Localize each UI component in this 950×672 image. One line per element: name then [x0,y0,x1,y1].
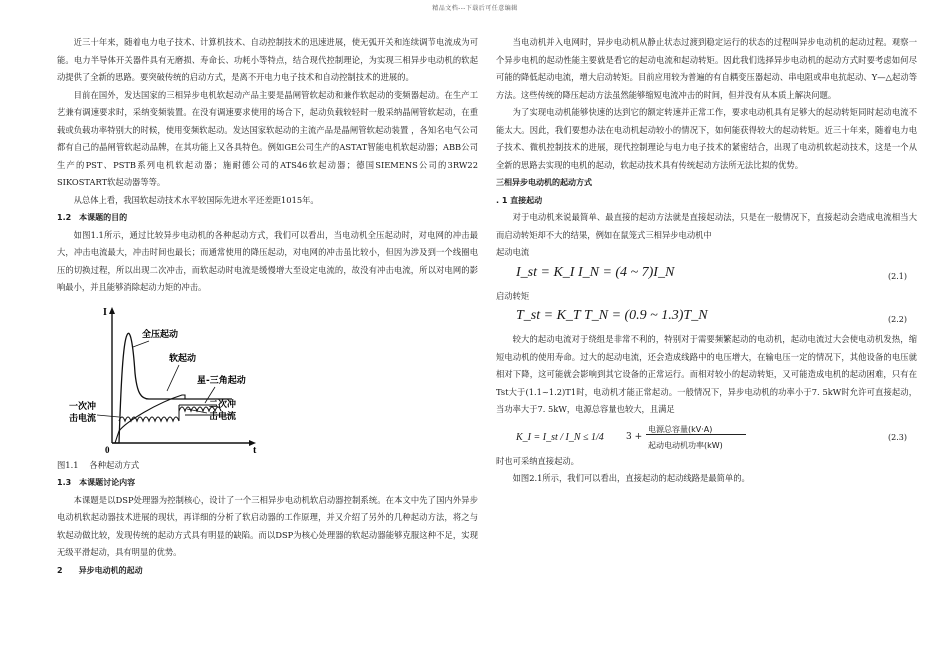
paragraph: 从总体上看，我国软起动技术水平较国际先进水平还差距1015年。 [73,194,319,205]
paragraph: 近三十年来，随着电力电子技术、计算机技术、自动控制技术的迅速进展，使无弧开关和连续调节电流成为可能。电力半导体开关器件具有无磨损、寿命长、功耗小等特点，结合现代控制理论，为实现三相异步电动机的软起动提供了全新的思路。要突破传统的启动方式，是离不开电力电子技术和自动控制技术的进展的。 [57,37,478,82]
origin-label: 0 [105,444,110,455]
subsection-heading: . 1 直接起动 [496,195,543,205]
label-second-surge-2: 击电流 [209,411,237,422]
equation-2-3 [496,419,917,453]
figure-caption: 图1.1 各种起动方式 [57,459,140,470]
label-first-surge: 一次冲 [69,401,97,412]
x-axis-label: t [253,444,257,455]
equation-three-plus: 3 + [626,431,643,442]
equation-label: 启动转矩 [496,290,530,301]
leader-full [133,341,149,347]
page-header: 精品文档---下载后可任意编辑 [432,5,518,12]
equation-number: (2.3) [888,432,907,442]
leader-first [97,415,119,417]
section-heading: 1.2 本课题的目的 [57,213,128,222]
equation-number: (2.1) [888,271,907,281]
paragraph: 本课题是以DSP处理器为控制核心，设计了一个三相异步电动机软启动器控制系统。在本文中先了国内外异步电动机软起动器技术进展的现状，再详细的分析了软启动器的工作原理，并又介绍了另外的几种起动方法，将之与软起动做比较，发现传统的起动方式具有明显的缺陷。而以DSP为核心处理器的软起动器能够克服这种不足，实现无级平滑起动，具有明显的优势。 [57,494,478,557]
figure-starting-methods [67,303,307,455]
fraction-bar [646,434,746,435]
paragraph: 为了实现电动机能够快速的达到它的额定转速并正常工作，要求电动机具有足够大的起动转矩同时起动电流不能太大。因此，我们要想办法在电动机起动较小的情况下，如何能获得较大的起动转矩。近三十年来，随着电力电子技术、微机控制技术的进展，现代控制理论与电力电子技术的紧密结合，出现了电动机软起动技术，这是一个从全新的思路去实现的电机的起动，软起动技术具有传统起动方法所无法比拟的优势。 [496,107,917,170]
left-column [57,34,478,579]
paragraph: 如图2.1所示，我们可以看出，直接起动的起动线路是最简单的。 [512,473,750,483]
equation-number: (2.2) [888,315,907,324]
equation-left: K_I = I_st / I_N ≤ 1/4 [516,431,604,443]
label-second-surge: 二次冲 [209,399,237,410]
paragraph: 目前在国外，发达国家的三相异步电机软起动产品主要是晶闸管软起动和兼作软起动的变频器起动。在生产工艺兼有调速要求时，采纳变频装置。在没有调速要求使用的场合下，起动负载较轻时一般采纳晶闸管软起动，在重载或负载功率特别大的时候，使用变频软起动。发达国家软起动的主流产品是晶闸管软起动装置 ，各知名电气公司都有自己的晶闸管软起动品牌，在其功能上又各具特色。例如GE公司生产的ASTAT智能电机软起动器；ABB公司生产的PST、PSTB系列电机软起动器；施耐德公司的ATS46软起动器；德国SIEMENS公司的3RW22 SIKOSTART软起动器等等。 [57,89,478,187]
section-heading: 1.3 本课题讨论内容 [57,478,136,487]
equation-denominator: 起动电动机功率(kW) [648,440,723,450]
y-axis-label: I [103,306,107,318]
label-star-delta: 星-三角起动 [197,375,246,386]
label-soft-start: 软起动 [169,353,197,364]
label-first-surge-2: 击电流 [69,413,97,424]
chapter-heading: 2 异步电动机的起动 [57,565,143,575]
star-delta-first-segment [119,417,179,421]
equation-body: I_st = K_I I_N = (4 ~ 7)I_N [516,264,675,280]
equation-2-2 [496,305,917,331]
equation-label: 起动电流 [496,247,530,257]
equation-2-1 [496,262,917,288]
leader-soft [167,365,179,391]
equation-body: T_st = K_T T_N = (0.9 ~ 1.3)T_N [516,308,708,323]
section-heading: 三相异步电动机的起动方式 [496,178,592,187]
equation-numerator: 电源总容量(kV·A) [648,424,713,434]
paragraph: 时也可采纳直接起动。 [496,455,579,466]
right-column [496,34,917,488]
paragraph: 如图1.1所示，通过比较异步电动机的各种起动方式，我们可以看出，当电动机全压起动时，对电网的冲击最大，冲击电流最大，冲击时间也最长；而通常使用的降压起动，对电网的冲击虽比较小，但因为涉及到一个线圈电压的切换过程，所以出现二次冲击，而软起动时电流是缓慢增大至设定电流的，故没有冲击电流，所以对电网的影响最小，并且能够消除起动力矩的冲击。 [57,229,478,292]
paragraph: 较大的起动电流对于绕组是非常不利的，特别对于需要频繁起动的电动机，起动电流过大会使电动机发热，缩短电动机的使用寿命。过大的起动电流，还会造成线路中的电压增大，在输电压一定的情况下，其他设备的电压就相对下降，这可能就会影响到其它设备的正常运行。而相对较小的起动转矩，又可能造成电机的起动困难，只有在Tst大于(1.1~1.2)T1时，电动机才能正常起动。一般情况下，异步电动机的功率小于7. 5kW时允许可直接起动，当功率大于7. 5kW，电源总容量也较大，且满足 [496,334,917,414]
y-axis-arrow [109,307,115,314]
label-full-voltage: 全压起动 [142,329,179,340]
paragraph: 当电动机并入电网时，异步电动机从静止状态过渡到稳定运行的状态的过程叫异步电动机的起动过程。观察一个异步电机的起动性能主要就是看它的起动电流和起动转矩。因此我们选择异步电动机的起动方式时要考虑如何尽可能的降低起动电流，增大启动转矩。目前应用较为普遍的有自耦变压器起动、串电阻或串电抗起动、Y—△起动等方法。这些传统的降压起动方法虽然能够缩短电流冲击的时间，但并没有从本质上解决问题。 [496,37,917,100]
paragraph: 对于电动机来说最简单、最直接的起动方法就是直接起动法，只是在一般情况下，直接起动会造成电流相当大而启动转矩却不大的结果，例如在鼠笼式三相异步电动机中 [496,212,917,240]
starting-current-plot [67,303,307,455]
